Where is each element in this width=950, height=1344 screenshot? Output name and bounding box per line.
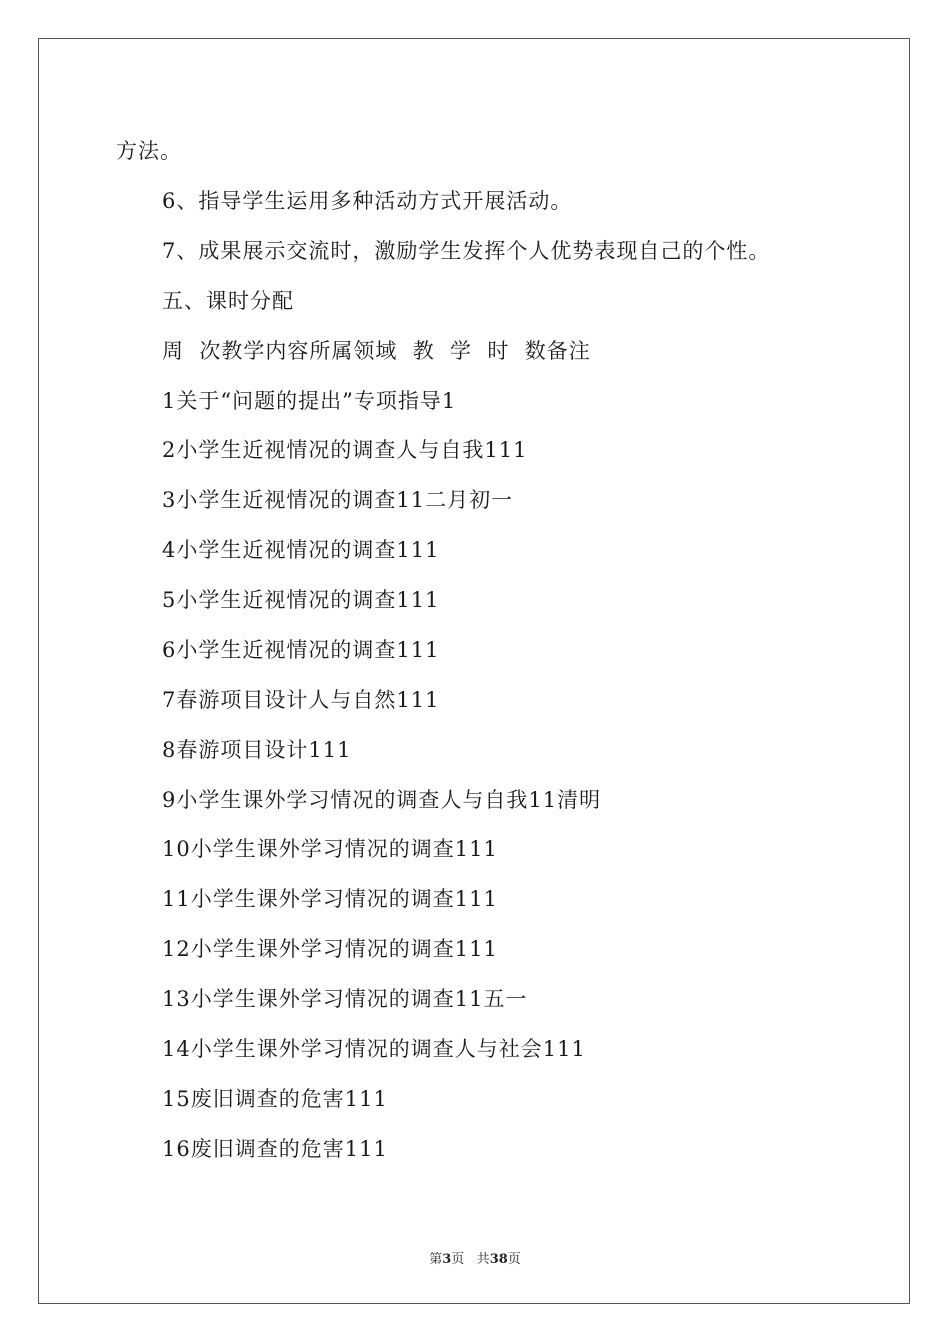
table-row: 14小学生课外学习情况的调查人与社会111 (162, 1037, 586, 1061)
text-line: 方法。 (116, 139, 182, 163)
table-row: 7春游项目设计人与自然111 (162, 688, 440, 712)
total-pages: 38 (489, 1252, 508, 1267)
table-row: 9小学生课外学习情况的调查人与自我11清明 (162, 788, 602, 812)
table-row: 2小学生近视情况的调查人与自我111 (162, 438, 528, 462)
table-row: 6小学生近视情况的调查111 (162, 638, 440, 662)
page-border (38, 38, 910, 1304)
table-row: 8春游项目设计111 (162, 738, 352, 762)
footer-total-prefix: 共 (476, 1252, 490, 1267)
table-header: 周 次教学内容所属领域 教 学 时 数备注 (162, 339, 591, 363)
table-row: 16废旧调查的危害111 (162, 1137, 388, 1161)
footer-page-unit: 页 (451, 1252, 465, 1267)
table-row: 15废旧调查的危害111 (162, 1087, 388, 1111)
text-line: 7、成果展示交流时，激励学生发挥个人优势表现自己的个性。 (162, 239, 771, 263)
table-row: 1关于“问题的提出”专项指导1 (162, 389, 457, 413)
page-number: 3 (442, 1252, 452, 1267)
table-row: 13小学生课外学习情况的调查11五一 (162, 987, 528, 1011)
table-row: 4小学生近视情况的调查111 (162, 538, 440, 562)
table-row: 5小学生近视情况的调查111 (162, 588, 440, 612)
footer-total-unit: 页 (507, 1252, 521, 1267)
section-heading: 五、课时分配 (162, 289, 294, 313)
footer-prefix: 第 (429, 1252, 443, 1267)
table-row: 10小学生课外学习情况的调查111 (162, 837, 498, 861)
table-row: 12小学生课外学习情况的调查111 (162, 937, 498, 961)
table-row: 3小学生近视情况的调查11二月初一 (162, 488, 514, 512)
page-footer (0, 1248, 950, 1267)
text-line: 6、指导学生运用多种活动方式开展活动。 (162, 189, 573, 213)
table-row: 11小学生课外学习情况的调查111 (162, 887, 498, 911)
